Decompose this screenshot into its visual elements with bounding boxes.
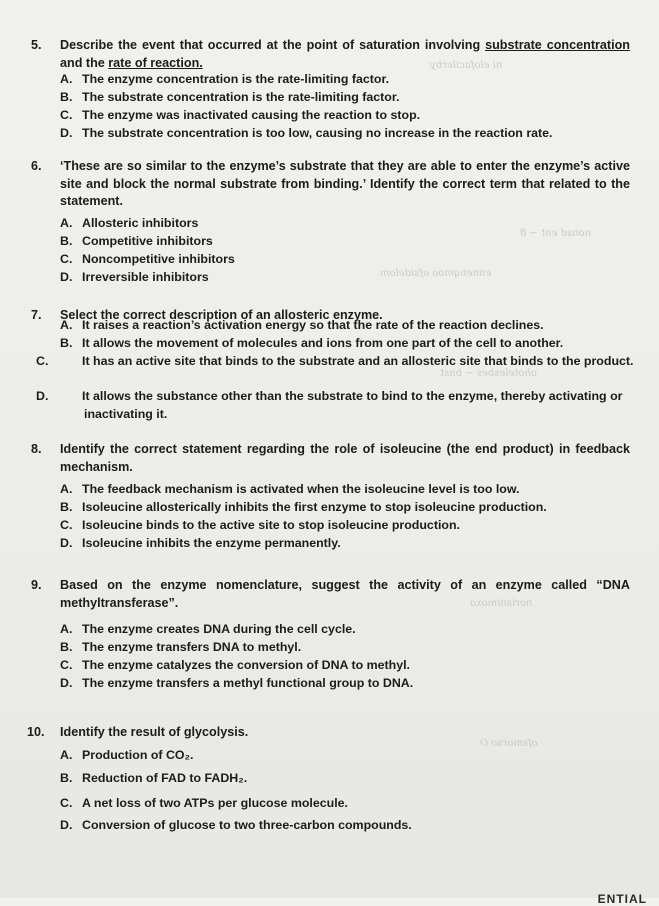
question-stem: Select the correct description of an allosteric enzyme. [60, 308, 383, 322]
bleed-through-text: ofsmorso O [480, 738, 538, 749]
option-d[interactable]: D. Isoleucine inhibits the enzyme permanently. [60, 536, 341, 550]
option-a[interactable]: A. The enzyme concentration is the rate-limiting factor. [60, 72, 390, 86]
question-number: 8. [31, 442, 42, 456]
option-a[interactable]: A. Production of CO₂. [60, 748, 194, 762]
option-a[interactable]: A. The feedback mechanism is activated when the isoleucine level is too low. [60, 482, 520, 496]
option-d[interactable]: D. Irreversible inhibitors [60, 270, 209, 284]
bleed-through-text: ennenqmoo ofsidelom [380, 268, 492, 279]
question-stem: Based on the enzyme nomenclature, suggest the activity of an enzyme called “DNA methyltransferase”. [60, 578, 630, 610]
bleed-through-text: ohotelesbes ~ bnst [440, 368, 537, 379]
option-b[interactable]: B. Isoleucine allosterically inhibits the first enzyme to stop isoleucine production. [60, 500, 547, 514]
option-b[interactable]: B. Competitive inhibitors [60, 234, 213, 248]
cropped-footer-text: ENTIAL [597, 892, 647, 906]
bleed-through-text: nonsd ent ~ 8 [520, 228, 592, 239]
option-a[interactable]: A. It raises a reaction’s activation energy so that the rate of the reaction declines. [60, 318, 544, 332]
question-number: 7. [31, 308, 42, 322]
question-stem: Identify the correct statement regarding the role of isoleucine (the end product) in feedback mechanism. [60, 442, 630, 474]
option-c[interactable]: C. Noncompetitive inhibitors [60, 252, 235, 266]
bleed-through-text: ni elofacilerby [430, 60, 503, 71]
question-number: 6. [31, 159, 42, 173]
option-c[interactable]: C. The enzyme was inactivated causing the reaction to stop. [60, 108, 421, 122]
option-d[interactable]: D. The enzyme transfers a methyl functional group to DNA. [60, 676, 414, 690]
question-stem: ‘These are so similar to the enzyme’s substrate that they are able to enter the enzyme’s active site and block the normal substrate from binding.’ Identify the correct term that related to the statement. [60, 159, 630, 208]
option-a[interactable]: A. Allosteric inhibitors [60, 216, 199, 230]
option-c[interactable]: C. It has an active site that binds to the substrate and an allosteric site that binds to the product. [36, 354, 634, 368]
question-number: 9. [31, 578, 42, 592]
question-number: 5. [31, 38, 42, 52]
option-b[interactable]: B. Reduction of FAD to FADH₂. [60, 771, 248, 785]
question-number: 10. [27, 725, 45, 739]
bleed-through-text: norisnimoxa [470, 598, 533, 609]
option-d[interactable]: D. Conversion of glucose to two three-carbon compounds. [60, 818, 412, 832]
option-b[interactable]: B. The substrate concentration is the rate-limiting factor. [60, 90, 400, 104]
option-b[interactable]: B. It allows the movement of molecules and ions from one part of the cell to another. [60, 336, 564, 350]
question-stem: Describe the event that occurred at the point of saturation involving substrate concentration and the rate of reaction. [60, 38, 630, 70]
option-d[interactable]: D. It allows the substance other than the substrate to bind to the enzyme, thereby activating or inactivating it. [36, 389, 623, 421]
option-c[interactable]: C. A net loss of two ATPs per glucose molecule. [60, 796, 348, 810]
option-a[interactable]: A. The enzyme creates DNA during the cell cycle. [60, 622, 356, 636]
option-c[interactable]: C. Isoleucine binds to the active site to stop isoleucine production. [60, 518, 460, 532]
option-d[interactable]: D. The substrate concentration is too low, causing no increase in the reaction rate. [60, 126, 553, 140]
question-stem: Identify the result of glycolysis. [60, 725, 249, 739]
option-b[interactable]: B. The enzyme transfers DNA to methyl. [60, 640, 302, 654]
option-c[interactable]: C. The enzyme catalyzes the conversion of DNA to methyl. [60, 658, 410, 672]
